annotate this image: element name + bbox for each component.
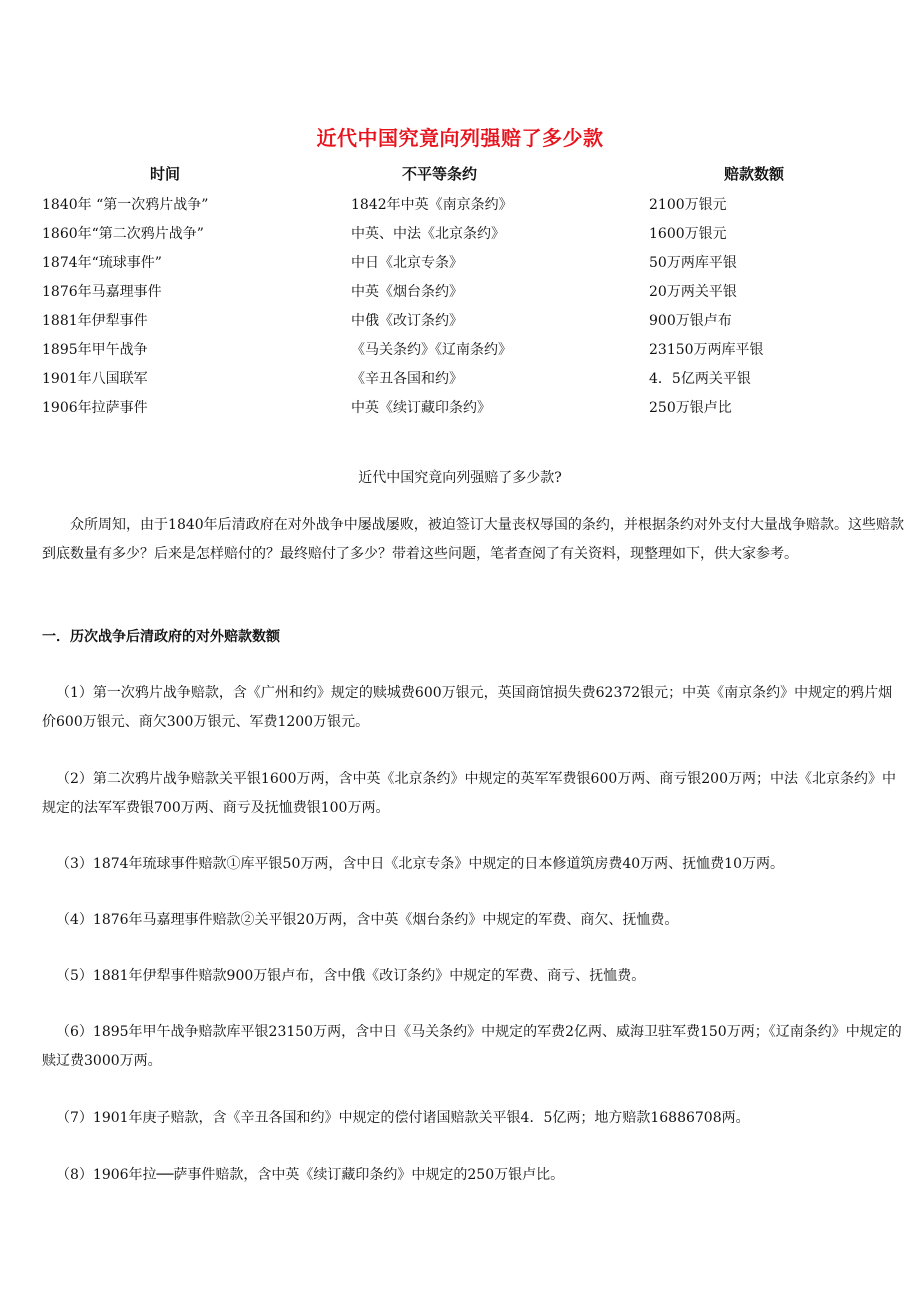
intro-paragraph: 众所周知，由于1840年后清政府在对外战争中屡战屡败，被迫签订大量丧权辱国的条约，并根据条约对外支付大量战争赔款。这些赔款到底数量有多少？后来是怎样赔付的？最终赔付了多少？带着这些问题，笔者查阅了有关资料，现整理如下，供大家参考。 xyxy=(42,517,904,562)
table-cell-treaty: 1842年中英《南京条约》 xyxy=(351,197,513,213)
list-item: （5）1881年伊犁事件赔款900万银卢布，含中俄《改订条约》中规定的军费、商亏、抚恤费。 xyxy=(56,968,646,984)
list-item: （4）1876年马嘉理事件赔款②关平银20万两，含中英《烟台条约》中规定的军费、商欠、抚恤费。 xyxy=(56,912,679,928)
table-row xyxy=(0,310,920,339)
table-cell-amount: 50万两库平银 xyxy=(649,255,737,271)
table-cell-treaty: 中英、中法《北京条约》 xyxy=(351,226,505,242)
table-cell-time: 1901年八国联军 xyxy=(42,371,148,387)
list-item: （1）第一次鸦片战争赔款，含《广州和约》规定的赎城费600万银元，英国商馆损失费62372银元；中英《南京条约》中规定的鸦片烟价600万银元、商欠300万银元、军费1200万银元。 xyxy=(42,685,893,730)
table-cell-time: 1840年 “第一次鸦片战争” xyxy=(42,197,209,213)
list-item: （2）第二次鸦片战争赔款关平银1600万两，含中英《北京条约》中规定的英军军费银600万两、商亏银200万两；中法《北京条约》中规定的法军军费银700万两、商亏及抚恤费银100万两。 xyxy=(42,771,896,816)
table-row xyxy=(0,281,920,310)
table-cell-time: 1906年拉萨事件 xyxy=(42,400,148,416)
table-cell-treaty: 中日《北京专条》 xyxy=(351,255,463,271)
table-cell-amount: 900万银卢布 xyxy=(649,313,732,329)
table-cell-amount: 20万两关平银 xyxy=(649,284,737,300)
table-cell-amount: 23150万两库平银 xyxy=(649,342,764,358)
table-cell-amount: 250万银卢比 xyxy=(649,400,732,416)
table-row xyxy=(0,368,920,397)
list-item: （3）1874年琉球事件赔款①库平银50万两，含中日《北京专条》中规定的日本修道筑房费40万两、抚恤费10万两。 xyxy=(56,856,784,872)
table-row xyxy=(0,252,920,281)
table-cell-time: 1895年甲午战争 xyxy=(42,342,148,358)
table-cell-time: 1881年伊犁事件 xyxy=(42,313,148,329)
table-cell-treaty: 中俄《改订条约》 xyxy=(351,313,463,329)
table-cell-amount: 1600万银元 xyxy=(649,226,727,242)
section-heading: 一．历次战争后清政府的对外赔款数额 xyxy=(42,629,280,645)
table-row xyxy=(0,397,920,426)
table-cell-time: 1874年“琉球事件” xyxy=(42,255,162,271)
table-header-time: 时间 xyxy=(150,165,181,183)
table-cell-treaty: 中英《烟台条约》 xyxy=(351,284,463,300)
table-cell-amount: 4．5亿两关平银 xyxy=(649,371,751,387)
table-row xyxy=(0,194,920,223)
table-cell-time: 1860年“第二次鸦片战争” xyxy=(42,226,204,242)
table-cell-time: 1876年马嘉理事件 xyxy=(42,284,162,300)
table-row xyxy=(0,223,920,252)
table-row xyxy=(0,339,920,368)
table-cell-amount: 2100万银元 xyxy=(649,197,727,213)
table-cell-treaty: 《马关条约》《辽南条约》 xyxy=(351,342,512,358)
article-subtitle: 近代中国究竟向列强赔了多少款? xyxy=(358,470,562,486)
list-item: （6）1895年甲午战争赔款库平银23150万两，含中日《马关条约》中规定的军费2亿两、威海卫驻军费150万两；《辽南条约》中规定的赎辽费3000万两。 xyxy=(42,1024,902,1069)
list-item: （7）1901年庚子赔款，含《辛丑各国和约》中规定的偿付诸国赔款关平银4．5亿两；地方赔款16886708两。 xyxy=(56,1110,750,1126)
table-cell-treaty: 《辛丑各国和约》 xyxy=(351,371,463,387)
table-header-treaty: 不平等条约 xyxy=(402,165,478,183)
table-cell-treaty: 中英《续订藏印条约》 xyxy=(351,400,491,416)
list-item: （8）1906年拉──萨事件赔款，含中英《续订藏印条约》中规定的250万银卢比。 xyxy=(56,1167,565,1183)
document-title: 近代中国究竟向列强赔了多少款 xyxy=(316,126,604,150)
table-header-amount: 赔款数额 xyxy=(724,165,785,183)
